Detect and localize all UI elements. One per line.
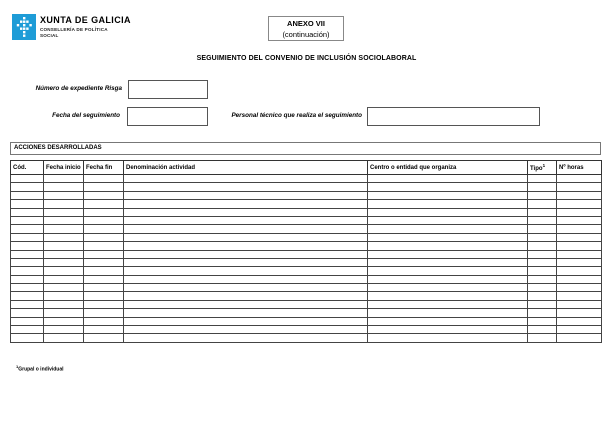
- table-cell-empty[interactable]: [11, 216, 44, 224]
- col-header-tipo: Tipo$^1$: [528, 161, 557, 175]
- page-title: SEGUIMIENTO DEL CONVENIO DE INCLUSIÓN SOCIOLABORAL: [196, 55, 417, 62]
- table-cell-empty[interactable]: [11, 250, 44, 258]
- table-cell-empty[interactable]: [44, 216, 84, 224]
- table-cell-empty[interactable]: [11, 175, 44, 183]
- table-row: [11, 225, 602, 233]
- table-cell-empty[interactable]: [11, 242, 44, 250]
- table-cell-empty[interactable]: [557, 216, 602, 224]
- table-cell-empty[interactable]: [368, 267, 528, 275]
- table-cell-empty[interactable]: [124, 326, 368, 334]
- table-cell-empty[interactable]: [11, 334, 44, 342]
- table-cell-empty[interactable]: [44, 183, 84, 191]
- table-cell-empty[interactable]: [557, 200, 602, 208]
- table-cell-empty[interactable]: [11, 208, 44, 216]
- table-cell-empty[interactable]: [368, 334, 528, 342]
- table-cell-empty[interactable]: [44, 334, 84, 342]
- footnote-text: Grupal o individual: [18, 366, 64, 373]
- table-cell-empty[interactable]: [368, 208, 528, 216]
- table-cell-empty[interactable]: [84, 267, 124, 275]
- table-cell-empty[interactable]: [44, 275, 84, 283]
- personal-input[interactable]: [367, 107, 540, 126]
- table-cell-empty[interactable]: [84, 216, 124, 224]
- table-cell-empty[interactable]: [528, 233, 557, 241]
- table-cell-empty[interactable]: [368, 225, 528, 233]
- table-cell-empty[interactable]: [11, 309, 44, 317]
- table-row: [11, 267, 602, 275]
- table-cell-empty[interactable]: [528, 191, 557, 199]
- table-cell-empty[interactable]: [528, 267, 557, 275]
- table-cell-empty[interactable]: [557, 317, 602, 325]
- expediente-input[interactable]: [128, 80, 208, 99]
- table-cell-empty[interactable]: [528, 250, 557, 258]
- table-cell-empty[interactable]: [528, 208, 557, 216]
- table-row: [11, 317, 602, 325]
- xunta-logo: [12, 14, 131, 40]
- table-cell-empty[interactable]: [44, 326, 84, 334]
- table-cell-empty[interactable]: [11, 317, 44, 325]
- table-cell-empty[interactable]: [84, 300, 124, 308]
- table-cell-empty[interactable]: [11, 300, 44, 308]
- table-cell-empty[interactable]: [44, 242, 84, 250]
- table-cell-empty[interactable]: [368, 292, 528, 300]
- table-row: [11, 175, 602, 183]
- table-cell-empty[interactable]: [124, 317, 368, 325]
- table-cell-empty[interactable]: [124, 175, 368, 183]
- table-cell-empty[interactable]: [528, 300, 557, 308]
- table-cell-empty[interactable]: [124, 250, 368, 258]
- table-row: [11, 233, 602, 241]
- section-header-acciones: ACCIONES DESARROLLADAS: [10, 142, 601, 155]
- table-cell-empty[interactable]: [44, 292, 84, 300]
- table-cell-empty[interactable]: [368, 191, 528, 199]
- table-cell-empty[interactable]: [557, 326, 602, 334]
- table-row: [11, 216, 602, 224]
- col-header-denominacion: Denominación actividad: [124, 161, 368, 175]
- table-row: [11, 334, 602, 342]
- table-cell-empty[interactable]: [124, 292, 368, 300]
- table-header-row: [11, 161, 602, 175]
- table-cell-empty[interactable]: [11, 191, 44, 199]
- table-cell-empty[interactable]: [557, 300, 602, 308]
- table-row: [11, 250, 602, 258]
- table-cell-empty[interactable]: [557, 208, 602, 216]
- footnote-tipo: [16, 364, 64, 373]
- table-cell-empty[interactable]: [124, 242, 368, 250]
- table-cell-empty[interactable]: [557, 334, 602, 342]
- table-cell-empty[interactable]: [557, 183, 602, 191]
- table-cell-empty[interactable]: [368, 242, 528, 250]
- col-header-cod: Cód.: [11, 161, 44, 175]
- table-cell-empty[interactable]: [124, 300, 368, 308]
- table-cell-empty[interactable]: [528, 216, 557, 224]
- table-cell-empty[interactable]: [84, 233, 124, 241]
- table-cell-empty[interactable]: [84, 242, 124, 250]
- table-cell-empty[interactable]: [368, 233, 528, 241]
- fecha-input[interactable]: [127, 107, 208, 126]
- table-row: [11, 275, 602, 283]
- table-cell-empty[interactable]: [124, 267, 368, 275]
- table-cell-empty[interactable]: [124, 191, 368, 199]
- table-cell-empty[interactable]: [44, 225, 84, 233]
- table-cell-empty[interactable]: [11, 200, 44, 208]
- table-cell-empty[interactable]: [84, 317, 124, 325]
- table-cell-empty[interactable]: [557, 191, 602, 199]
- acciones-table-body: [11, 175, 602, 343]
- table-cell-empty[interactable]: [84, 200, 124, 208]
- table-cell-empty[interactable]: [11, 292, 44, 300]
- table-cell-empty[interactable]: [368, 216, 528, 224]
- table-row: [11, 292, 602, 300]
- table-cell-empty[interactable]: [368, 258, 528, 266]
- table-cell-empty[interactable]: [44, 317, 84, 325]
- table-cell-empty[interactable]: [528, 275, 557, 283]
- footnote-marker: 1: [16, 364, 19, 369]
- table-cell-empty[interactable]: [84, 250, 124, 258]
- table-cell-empty[interactable]: [11, 183, 44, 191]
- table-cell-empty[interactable]: [557, 284, 602, 292]
- table-cell-empty[interactable]: [528, 326, 557, 334]
- table-cell-empty[interactable]: [528, 334, 557, 342]
- table-row: [11, 242, 602, 250]
- table-cell-empty[interactable]: [84, 225, 124, 233]
- table-cell-empty[interactable]: [124, 216, 368, 224]
- table-row: [11, 326, 602, 334]
- table-cell-empty[interactable]: [44, 258, 84, 266]
- table-cell-empty[interactable]: [528, 309, 557, 317]
- annex-title: ANEXO VII: [287, 19, 325, 28]
- table-cell-empty[interactable]: [557, 275, 602, 283]
- xunta-galicia-cross-icon: [12, 14, 36, 40]
- annex-box: [268, 16, 344, 41]
- table-cell-empty[interactable]: [124, 334, 368, 342]
- table-cell-empty[interactable]: [84, 334, 124, 342]
- table-cell-empty[interactable]: [44, 200, 84, 208]
- table-cell-empty[interactable]: [124, 233, 368, 241]
- table-cell-empty[interactable]: [124, 200, 368, 208]
- table-cell-empty[interactable]: [11, 284, 44, 292]
- table-cell-empty[interactable]: [557, 267, 602, 275]
- table-cell-empty[interactable]: [368, 183, 528, 191]
- table-cell-empty[interactable]: [368, 326, 528, 334]
- table-cell-empty[interactable]: [84, 175, 124, 183]
- table-cell-empty[interactable]: [368, 200, 528, 208]
- table-cell-empty[interactable]: [124, 208, 368, 216]
- table-cell-empty[interactable]: [84, 309, 124, 317]
- table-cell-empty[interactable]: [557, 292, 602, 300]
- table-cell-empty[interactable]: [44, 250, 84, 258]
- logo-text: [40, 14, 131, 40]
- table-cell-empty[interactable]: [44, 300, 84, 308]
- table-cell-empty[interactable]: [528, 292, 557, 300]
- table-row: [11, 258, 602, 266]
- table-cell-empty[interactable]: [44, 191, 84, 199]
- table-row: [11, 300, 602, 308]
- col-header-fecha-inicio: Fecha inicio: [44, 161, 84, 175]
- table-cell-empty[interactable]: [11, 275, 44, 283]
- table-cell-empty[interactable]: [11, 258, 44, 266]
- table-cell-empty[interactable]: [528, 242, 557, 250]
- table-cell-empty[interactable]: [124, 183, 368, 191]
- table-cell-empty[interactable]: [528, 225, 557, 233]
- table-row: [11, 208, 602, 216]
- col-header-horas: Nº horas: [557, 161, 602, 175]
- table-cell-empty[interactable]: [84, 275, 124, 283]
- table-cell-empty[interactable]: [44, 284, 84, 292]
- table-row: [11, 309, 602, 317]
- table-cell-empty[interactable]: [528, 317, 557, 325]
- table-cell-empty[interactable]: [368, 300, 528, 308]
- table-cell-empty[interactable]: [124, 309, 368, 317]
- table-cell-empty[interactable]: [44, 267, 84, 275]
- personal-label: Personal técnico que realiza el seguimiento: [231, 112, 362, 119]
- table-cell-empty[interactable]: [84, 191, 124, 199]
- table-cell-empty[interactable]: [528, 284, 557, 292]
- table-row: [11, 284, 602, 292]
- table-cell-empty[interactable]: [557, 309, 602, 317]
- table-cell-empty[interactable]: [557, 175, 602, 183]
- expediente-label: Número de expediente Risga: [35, 85, 122, 92]
- table-cell-empty[interactable]: [84, 208, 124, 216]
- col-header-centro: Centro o entidad que organiza: [368, 161, 528, 175]
- table-cell-empty[interactable]: [11, 225, 44, 233]
- table-cell-empty[interactable]: [368, 317, 528, 325]
- table-cell-empty[interactable]: [124, 284, 368, 292]
- table-cell-empty[interactable]: [44, 309, 84, 317]
- table-cell-empty[interactable]: [557, 233, 602, 241]
- table-cell-empty[interactable]: [528, 258, 557, 266]
- table-cell-empty[interactable]: [44, 208, 84, 216]
- acciones-table: [10, 160, 602, 343]
- table-cell-empty[interactable]: [84, 292, 124, 300]
- table-cell-empty[interactable]: [368, 175, 528, 183]
- table-cell-empty[interactable]: [44, 175, 84, 183]
- annex-subtitle: (continuación): [282, 30, 330, 39]
- table-row: [11, 200, 602, 208]
- table-cell-empty[interactable]: [84, 258, 124, 266]
- table-cell-empty[interactable]: [557, 225, 602, 233]
- org-name: XUNTA DE GALICIA: [40, 15, 131, 25]
- table-cell-empty[interactable]: [557, 250, 602, 258]
- table-cell-empty[interactable]: [368, 284, 528, 292]
- table-row: [11, 183, 602, 191]
- table-cell-empty[interactable]: [368, 250, 528, 258]
- org-department: CONSELLERÍA DE POLÍTICA SOCIAL: [40, 27, 108, 38]
- table-row: [11, 191, 602, 199]
- table-cell-empty[interactable]: [528, 183, 557, 191]
- table-cell-empty[interactable]: [528, 175, 557, 183]
- table-cell-empty[interactable]: [368, 275, 528, 283]
- table-cell-empty[interactable]: [44, 233, 84, 241]
- table-cell-empty[interactable]: [11, 326, 44, 334]
- table-cell-empty[interactable]: [124, 225, 368, 233]
- table-cell-empty[interactable]: [84, 284, 124, 292]
- table-cell-empty[interactable]: [84, 326, 124, 334]
- table-cell-empty[interactable]: [11, 267, 44, 275]
- table-cell-empty[interactable]: [11, 233, 44, 241]
- fecha-label: Fecha del seguimiento: [52, 112, 120, 119]
- table-cell-empty[interactable]: [557, 242, 602, 250]
- table-cell-empty[interactable]: [84, 183, 124, 191]
- table-cell-empty[interactable]: [557, 258, 602, 266]
- table-cell-empty[interactable]: [528, 200, 557, 208]
- table-cell-empty[interactable]: [124, 275, 368, 283]
- table-cell-empty[interactable]: [368, 309, 528, 317]
- table-cell-empty[interactable]: [124, 258, 368, 266]
- col-header-fecha-fin: Fecha fin: [84, 161, 124, 175]
